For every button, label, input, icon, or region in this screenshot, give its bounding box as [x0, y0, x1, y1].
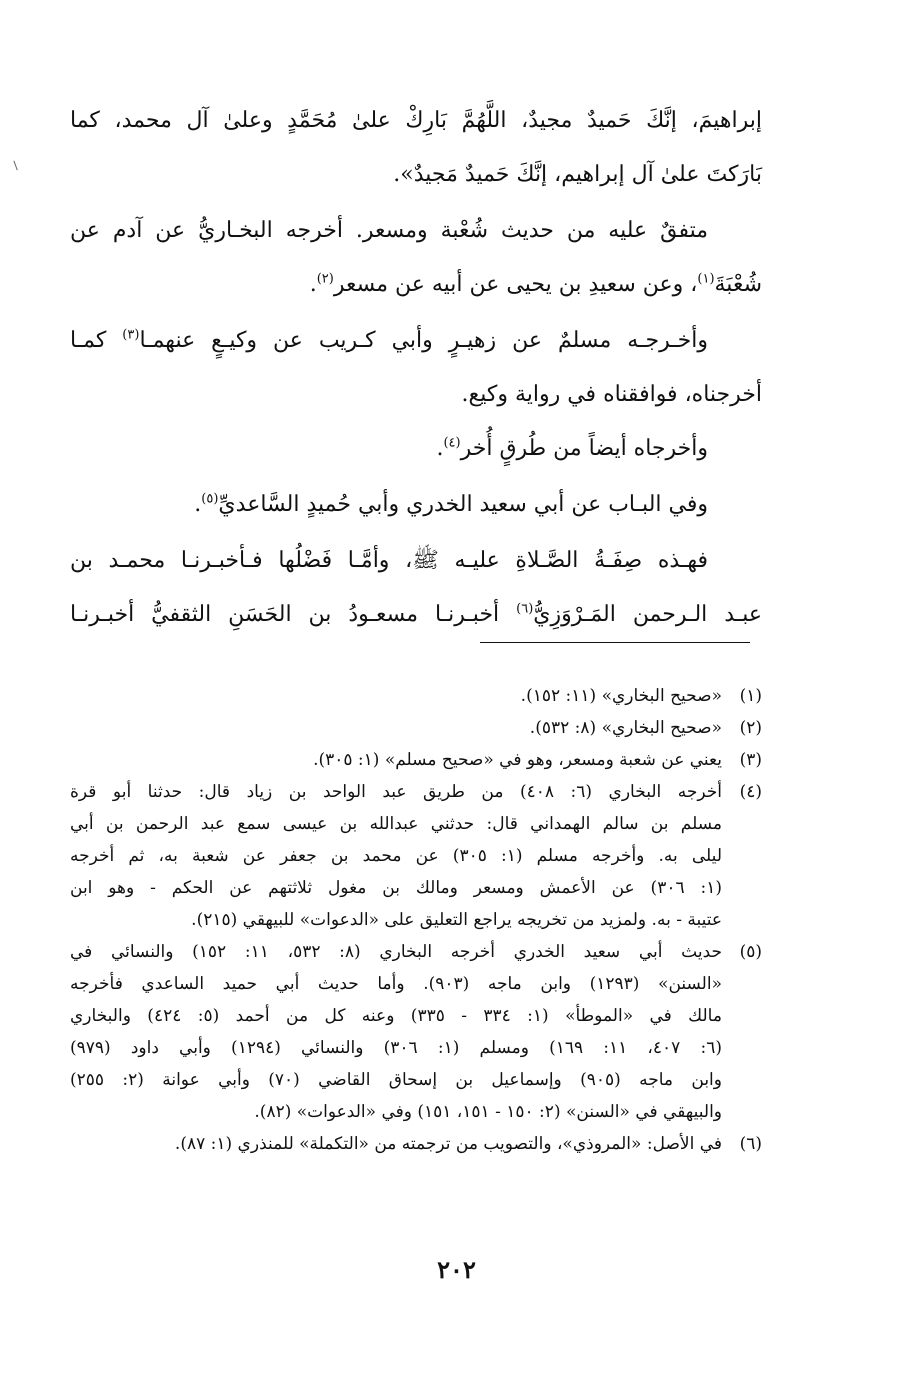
footnote-line: أخرجه البخاري (٦: ٤٠٨) من طريق عبد الواحد بن زياد قال: حدثنا أبو قرة [70, 782, 722, 802]
footnote-line: حديث أبي سعيد الخدري أخرجه البخاري (٨: ٥٣٢، ١١: ١٥٢) والنسائي في [70, 942, 722, 962]
footnote-line: مسلم بن سالم الهمداني قال: حدثني عبدالله بن عيسى سمع عبد الرحمن بن أبي [70, 814, 722, 834]
footnote-line: ليلى به. وأخرجه مسلم (١: ٣٠٥) عن محمد بن جعفر عن شعبة به، ثم أخرجه [70, 846, 722, 866]
footnote-number: (٤) [739, 782, 762, 802]
footnote [70, 680, 762, 712]
text-line: إبراهيمَ، إنَّكَ حَميدٌ مجيدٌ، اللَّهُمَّ بَارِكْ علىٰ مُحَمَّدٍ وعلىٰ آل محمد، كما [70, 108, 762, 133]
footnote [70, 744, 762, 776]
footnote-line: «صحيح البخاري» (٨: ٥٣٢). [529, 718, 722, 738]
footnote-ref[interactable]: (٥) [201, 491, 219, 507]
margin-mark [13, 160, 20, 171]
footnote [70, 1128, 762, 1160]
footnote-line: يعني عن شعبة ومسعر، وهو في «صحيح مسلم» (١: ٣٠٥). [313, 750, 722, 770]
page-number: ٢٠٢ [437, 1255, 476, 1284]
footnote-ref[interactable]: (٦) [516, 601, 534, 617]
footnote-ref[interactable]: (٣) [122, 327, 140, 343]
footnote [70, 776, 762, 936]
text-line: عبـد الـرحمن المَـرْوَزِيُّ$^{(٦)}$ أخبـرنـا مسعـودُ بن الحَسَنِ الثقفيُّ أخبـرنـا [70, 601, 762, 627]
footnote-number: (٥) [739, 942, 762, 962]
footnote-number: (٣) [739, 750, 762, 770]
footnotes [70, 680, 762, 1160]
footnote [70, 712, 762, 744]
footnote-line: (١: ٣٠٦) عن الأعمش ومسعر ومالك بن مغول ثلاثتهم عن الحكم - وهو ابن [70, 878, 723, 898]
text-line: شُعْبَةَ$^{(١)}$، وعن سعيدِ بن يحيى عن أبيه عن مسعر$^{(٢)}$. [309, 271, 762, 297]
footnote-ref[interactable]: (٢) [316, 271, 334, 287]
text-line: متفقٌ عليه من حديث شُعْبة ومسعر. أخرجه البخـاريُّ عن آدم عن [70, 218, 708, 243]
footnote-line: «صحيح البخاري» (١١: ١٥٢). [520, 686, 722, 706]
footnote-line: مالك في «الموطأ» (١: ٣٣٤ - ٣٣٥) وعنه كل من أحمد (٥: ٤٢٤) والبخاري [70, 1006, 722, 1026]
footnote-number: (٦) [739, 1134, 762, 1154]
footnote-line: (٦: ٤٠٧، ١١: ١٦٩) ومسلم (١: ٣٠٦) والنسائي (١٢٩٤) وأبي داود (٩٧٩) [70, 1038, 722, 1058]
text-line: وفي البـاب عن أبي سعيد الخدري وأبي حُميدٍ السَّاعديِّ$^{(٥)}$. [194, 491, 708, 517]
footnote-ref[interactable]: (١) [697, 271, 715, 287]
text-line: وأخـرجـه مسلمٌ عن زهيـرٍ وأبي كـريب عن وكيـعٍ عنهمـا$^{(٣)}$ كمـا [70, 327, 708, 353]
footnote-number: (٢) [739, 718, 762, 738]
footnote-line: وابن ماجه (٩٠٥) وإسماعيل بن إسحاق القاضي (٧٠) وأبي عوانة (٢: ٢٥٥) [70, 1070, 722, 1090]
footnote-line: والبيهقي في «السنن» (٢: ١٥٠ - ١٥١، ١٥١) وفي «الدعوات» (٨٢). [254, 1102, 722, 1122]
footnote-ref[interactable]: (٤) [443, 435, 461, 451]
main-text [70, 94, 762, 642]
footnote-line: في الأصل: «المروذي»، والتصويب من ترجمته من «التكملة» للمنذري (١: ٨٧). [174, 1134, 722, 1154]
text-line: فهـذه صِفَـةُ الصَّـلاةِ عليـه ﷺ، وأمَّـا فَضْلُها فـأخبـرنـا محمـد بن [70, 548, 708, 573]
footnote-number: (١) [739, 686, 762, 706]
text-line: بَارَكتَ علىٰ آل إبراهيم، إنَّكَ حَميدٌ مَجيدٌ». [393, 162, 762, 187]
footnote-separator [480, 642, 750, 643]
text-line: أخرجناه، فوافقناه في رواية وكيع. [461, 382, 762, 407]
footnote-line: «السنن» (١٢٩٣) وابن ماجه (٩٠٣). وأما حديث أبي حميد الساعدي فأخرجه [70, 974, 722, 994]
footnote [70, 936, 762, 1128]
footnote-line: عتيبة - به. ولمزيد من تخريجه يراجع التعليق على «الدعوات» للبيهقي (٢١٥). [191, 910, 722, 930]
text-line: وأخرجاه أيضاً من طُرقٍ أُخر$^{(٤)}$. [436, 435, 708, 461]
